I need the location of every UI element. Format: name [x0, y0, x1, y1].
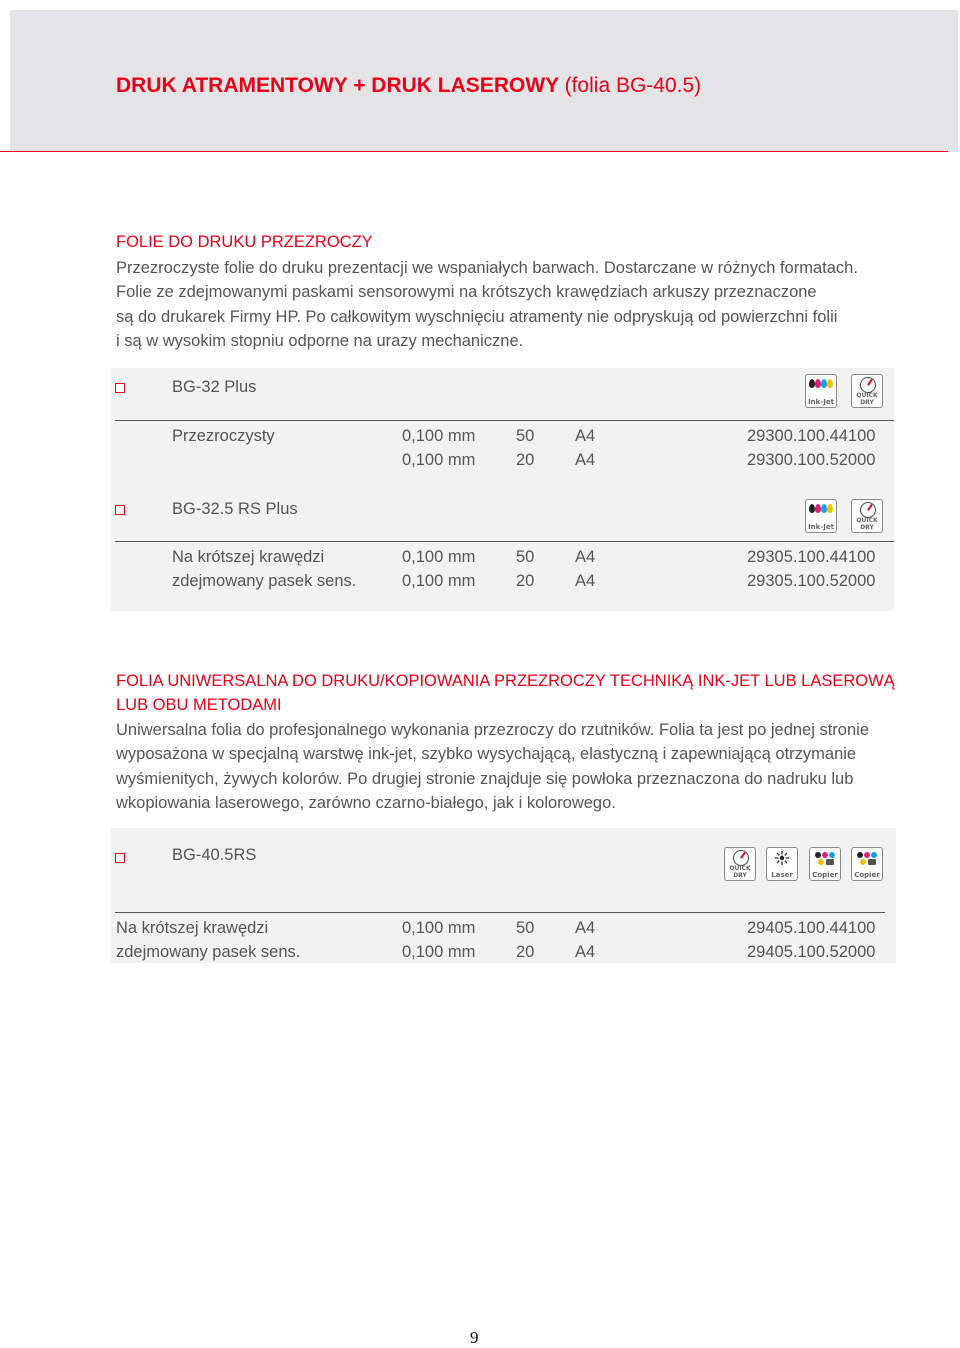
- product-quantity: 50: [516, 919, 535, 937]
- ink-jet-icon: [805, 499, 837, 533]
- product-thickness: 0,100 mm: [402, 919, 476, 937]
- paragraph-line: Uniwersalna folia do profesjonalnego wykonania przezroczy do rzutników. Folia ta jest po jednej stronie: [116, 721, 869, 739]
- product-thickness: 0,100 mm: [402, 451, 476, 469]
- icon-label: DRY: [860, 399, 874, 406]
- icon-label: Ink-Jet: [808, 398, 834, 406]
- product-name: BG-32 Plus: [172, 378, 257, 396]
- paragraph-line: Folie ze zdejmowanymi paskami sensorowymi na krótszych krawędziach arkuszy przeznaczone: [116, 283, 817, 302]
- product-description: zdejmowany pasek sens.: [116, 943, 301, 961]
- section1-title: FOLIE DO DRUKU PRZEZROCZY: [116, 233, 373, 251]
- product-checkbox[interactable]: [115, 505, 125, 515]
- product-format: A4: [575, 427, 596, 445]
- product-code: 29305.100.52000: [747, 572, 876, 590]
- product-description: zdejmowany pasek sens.: [172, 572, 357, 590]
- product-quantity: 20: [516, 451, 535, 469]
- product-code: 29300.100.44100: [747, 427, 876, 445]
- table-divider: [115, 420, 894, 421]
- section2-title: [116, 669, 895, 717]
- product-format: A4: [575, 548, 596, 566]
- product-thickness: 0,100 mm: [402, 427, 476, 445]
- product-format: A4: [575, 919, 596, 937]
- product-checkbox[interactable]: [115, 853, 125, 863]
- ink-jet-icon: [805, 374, 837, 408]
- laser-icon: [766, 847, 798, 881]
- product-code: 29300.100.52000: [747, 451, 876, 469]
- product-thickness: 0,100 mm: [402, 548, 476, 566]
- icon-label: DRY: [733, 872, 747, 879]
- paragraph-line: wyśmienitych, żywych kolorów. Po drugiej stronie znajduje się powłoka przeznaczona do nadruku lub: [116, 769, 854, 788]
- product-name: BG-32.5 RS Plus: [172, 500, 298, 518]
- product-name: BG-40.5RS: [172, 846, 257, 864]
- product-quantity: 50: [516, 427, 535, 445]
- product-thickness: 0,100 mm: [402, 943, 476, 961]
- copier-icon: [851, 847, 883, 881]
- copier-icon: [809, 847, 841, 881]
- icon-label: DRY: [860, 524, 874, 531]
- icon-label: QUICK: [856, 392, 878, 399]
- quick-dry-icon: [724, 847, 756, 881]
- page-title: [116, 74, 701, 98]
- section2-description: [116, 718, 869, 815]
- product-quantity: 20: [516, 572, 535, 590]
- product-code: 29405.100.44100: [747, 919, 876, 937]
- header-divider: [0, 151, 948, 152]
- product-description: Przezroczysty: [172, 427, 275, 445]
- paragraph-line: wyposażona w specjalną warstwę ink-jet, szybko wysychającą, elastyczną i zapewniającą otrzymanie: [116, 745, 857, 764]
- icon-label: Copier: [854, 871, 880, 879]
- product-code: 29305.100.44100: [747, 548, 876, 566]
- product-format: A4: [575, 943, 596, 961]
- page-title-main: DRUK ATRAMENTOWY + DRUK LASEROWY: [116, 74, 559, 97]
- product-code: 29405.100.52000: [747, 943, 876, 961]
- product-format: A4: [575, 451, 596, 469]
- product-quantity: 20: [516, 943, 535, 961]
- product-description: Na krótszej krawędzi: [116, 919, 269, 937]
- icon-label: QUICK: [729, 865, 751, 872]
- paragraph-line: wkopiowania laserowego, zarówno czarno-białego, jak i kolorowego.: [116, 793, 616, 812]
- icon-label: Laser: [771, 871, 793, 879]
- section1-description: [116, 256, 858, 353]
- product-thickness: 0,100 mm: [402, 572, 476, 590]
- section2-title-line: FOLIA UNIWERSALNA DO DRUKU/KOPIOWANIA PRZEZROCZY TECHNIKĄ INK-JET LUB LASEROWĄ: [116, 672, 895, 690]
- product-description: Na krótszej krawędzi: [172, 548, 325, 566]
- icon-label: Ink-Jet: [808, 523, 834, 531]
- product-format: A4: [575, 572, 596, 590]
- table-divider: [115, 541, 894, 542]
- page-number: 9: [470, 1328, 479, 1347]
- icon-label: Copier: [812, 871, 838, 879]
- product-quantity: 50: [516, 548, 535, 566]
- icon-label: QUICK: [856, 517, 878, 524]
- quick-dry-icon: [851, 499, 883, 533]
- page-title-suffix: (folia BG-40.5): [564, 74, 702, 97]
- product-checkbox[interactable]: [115, 383, 125, 393]
- quick-dry-icon: [851, 374, 883, 408]
- paragraph-line: i są w wysokim stopniu odporne na urazy mechaniczne.: [116, 331, 524, 350]
- paragraph-line: są do drukarek Firmy HP. Po całkowitym wyschnięciu atramenty nie odpryskują od powierzchni folii: [116, 307, 838, 326]
- table-divider: [115, 912, 885, 913]
- paragraph-line: Przezroczyste folie do druku prezentacji we wspaniałych barwach. Dostarczane w różnych formatach.: [116, 259, 858, 277]
- section2-title-line: LUB OBU METODAMI: [116, 696, 282, 714]
